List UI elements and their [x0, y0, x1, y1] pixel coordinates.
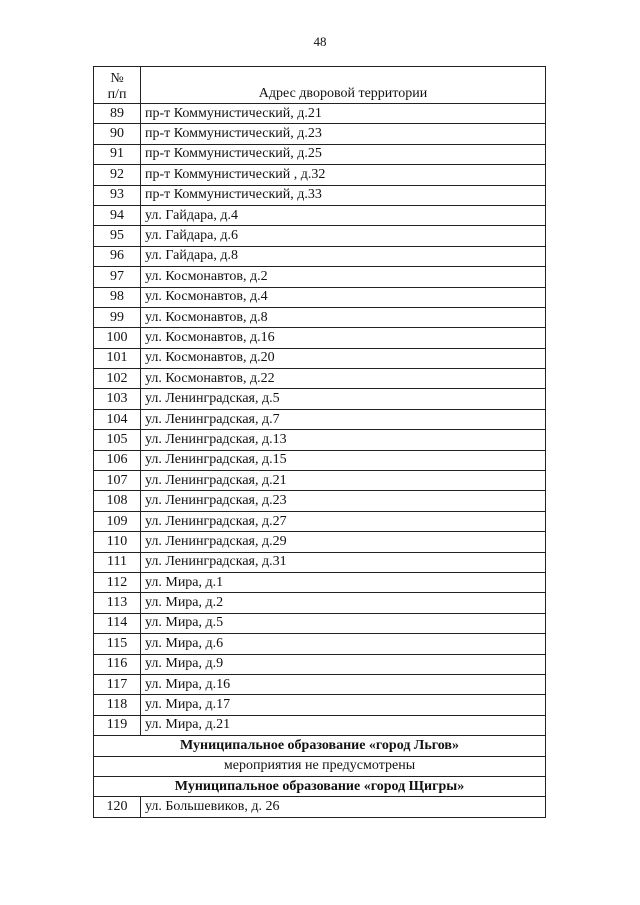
row-address: пр-т Коммунистический, д.25 — [141, 144, 546, 164]
row-number: 120 — [94, 797, 141, 817]
row-address: ул. Космонавтов, д.16 — [141, 328, 546, 348]
table-row — [94, 144, 546, 164]
row-address: ул. Мира, д.9 — [141, 654, 546, 674]
row-number: 98 — [94, 287, 141, 307]
row-address: ул. Мира, д.21 — [141, 715, 546, 735]
table-row — [94, 572, 546, 592]
table-row — [94, 450, 546, 470]
table-row — [94, 124, 546, 144]
header-number-label: п/п — [107, 87, 127, 102]
row-number: 101 — [94, 348, 141, 368]
table-row — [94, 471, 546, 491]
table-row — [94, 674, 546, 694]
row-number: 111 — [94, 552, 141, 572]
row-address: ул. Космонавтов, д.2 — [141, 267, 546, 287]
table-row — [94, 104, 546, 124]
section-row-shchigry — [94, 776, 546, 796]
row-address: ул. Ленинградская, д.21 — [141, 471, 546, 491]
row-address: ул. Мира, д.5 — [141, 613, 546, 633]
row-address: ул. Ленинградская, д.23 — [141, 491, 546, 511]
table-row — [94, 246, 546, 266]
row-number: 110 — [94, 532, 141, 552]
row-number: 89 — [94, 104, 141, 124]
row-number: 97 — [94, 267, 141, 287]
header-address-cell: Адрес дворовой территории — [141, 67, 546, 104]
header-number-cell — [94, 67, 141, 104]
row-address: ул. Космонавтов, д.4 — [141, 287, 546, 307]
table-row — [94, 552, 546, 572]
table-row — [94, 715, 546, 735]
row-address: пр-т Коммунистический, д.33 — [141, 185, 546, 205]
row-address: ул. Мира, д.16 — [141, 674, 546, 694]
table-row — [94, 593, 546, 613]
row-address: ул. Гайдара, д.4 — [141, 205, 546, 225]
row-number: 92 — [94, 165, 141, 185]
address-table — [93, 66, 546, 818]
table-row — [94, 695, 546, 715]
row-address: ул. Гайдара, д.8 — [141, 246, 546, 266]
note-row-lgov — [94, 756, 546, 776]
row-address: ул. Мира, д.6 — [141, 634, 546, 654]
row-address: пр-т Коммунистический, д.23 — [141, 124, 546, 144]
row-number: 106 — [94, 450, 141, 470]
row-number: 118 — [94, 695, 141, 715]
table-row — [94, 511, 546, 531]
table-row — [94, 205, 546, 225]
row-number: 119 — [94, 715, 141, 735]
table-row — [94, 369, 546, 389]
row-address: ул. Ленинградская, д.29 — [141, 532, 546, 552]
row-address: ул. Мира, д.2 — [141, 593, 546, 613]
table-row — [94, 226, 546, 246]
row-address: ул. Мира, д.17 — [141, 695, 546, 715]
header-number-symbol: № — [110, 71, 124, 86]
table-body — [94, 104, 546, 736]
table-row — [94, 797, 546, 817]
row-address: пр-т Коммунистический, д.21 — [141, 104, 546, 124]
row-number: 95 — [94, 226, 141, 246]
row-number: 91 — [94, 144, 141, 164]
table-footer-sections — [94, 736, 546, 818]
row-number: 90 — [94, 124, 141, 144]
row-number: 93 — [94, 185, 141, 205]
row-address: ул. Космонавтов, д.20 — [141, 348, 546, 368]
row-address: ул. Большевиков, д. 26 — [141, 797, 546, 817]
table-row — [94, 328, 546, 348]
row-number: 107 — [94, 471, 141, 491]
row-number: 94 — [94, 205, 141, 225]
row-number: 116 — [94, 654, 141, 674]
table-row — [94, 307, 546, 327]
table-row — [94, 613, 546, 633]
row-address: ул. Мира, д.1 — [141, 572, 546, 592]
note-lgov: мероприятия не предусмотрены — [94, 756, 546, 776]
row-number: 117 — [94, 674, 141, 694]
section-title-shchigry: Муниципальное образование «город Щигры» — [94, 776, 546, 796]
row-number: 112 — [94, 572, 141, 592]
table-row — [94, 532, 546, 552]
row-number: 109 — [94, 511, 141, 531]
table-row — [94, 654, 546, 674]
row-number: 105 — [94, 430, 141, 450]
row-number: 113 — [94, 593, 141, 613]
row-address: ул. Космонавтов, д.8 — [141, 307, 546, 327]
section-title-lgov: Муниципальное образование «город Льгов» — [94, 736, 546, 756]
table-row — [94, 287, 546, 307]
table-row — [94, 491, 546, 511]
row-address: ул. Космонавтов, д.22 — [141, 369, 546, 389]
row-address: ул. Ленинградская, д.5 — [141, 389, 546, 409]
row-number: 103 — [94, 389, 141, 409]
row-address: ул. Ленинградская, д.15 — [141, 450, 546, 470]
row-address: ул. Гайдара, д.6 — [141, 226, 546, 246]
row-number: 114 — [94, 613, 141, 633]
row-address: пр-т Коммунистический , д.32 — [141, 165, 546, 185]
page-number: 48 — [313, 34, 327, 49]
table-row — [94, 348, 546, 368]
row-number: 115 — [94, 634, 141, 654]
row-address: ул. Ленинградская, д.7 — [141, 409, 546, 429]
row-number: 104 — [94, 409, 141, 429]
row-address: ул. Ленинградская, д.31 — [141, 552, 546, 572]
section-row-lgov — [94, 736, 546, 756]
table-row — [94, 430, 546, 450]
row-number: 100 — [94, 328, 141, 348]
table-header-row — [94, 67, 546, 104]
table-row — [94, 165, 546, 185]
table-row — [94, 185, 546, 205]
row-number: 102 — [94, 369, 141, 389]
row-number: 99 — [94, 307, 141, 327]
table-row — [94, 409, 546, 429]
row-number: 96 — [94, 246, 141, 266]
row-address: ул. Ленинградская, д.27 — [141, 511, 546, 531]
table-row — [94, 267, 546, 287]
table-row — [94, 634, 546, 654]
row-address: ул. Ленинградская, д.13 — [141, 430, 546, 450]
row-number: 108 — [94, 491, 141, 511]
table-row — [94, 389, 546, 409]
